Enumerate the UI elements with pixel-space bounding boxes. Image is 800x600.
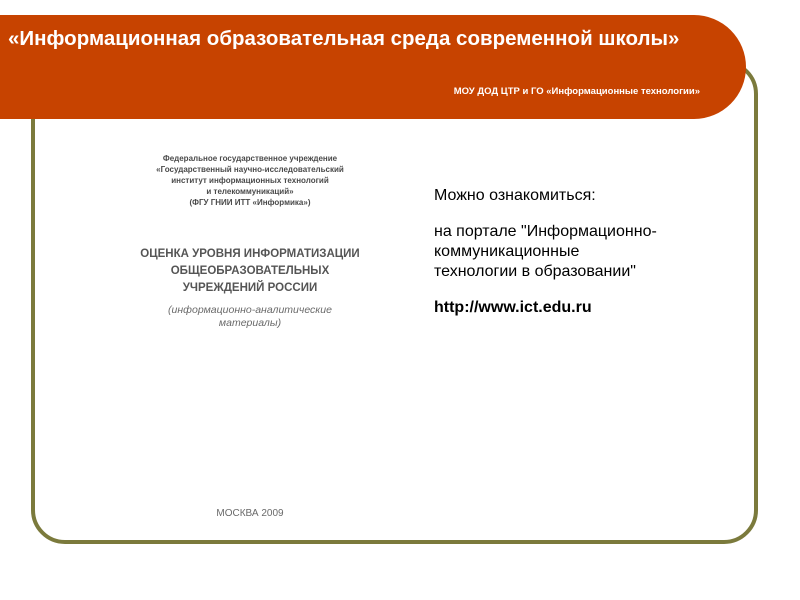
portal-link[interactable]: http://www.ict.edu.ru xyxy=(434,299,592,316)
info-body xyxy=(434,222,734,282)
cover-issuer-line: институт информационных технологий xyxy=(171,176,329,185)
info-body-line: коммуникационные xyxy=(434,243,580,260)
cover-issuer xyxy=(80,153,420,208)
info-body-line: технологии в образовании" xyxy=(434,263,636,280)
cover-issuer-line: Федеральное государственное учреждение xyxy=(162,154,338,163)
info-block xyxy=(434,186,734,318)
cover-subtitle-line: материалы) xyxy=(218,317,282,329)
cover-subtitle-line: (информационно-аналитические xyxy=(168,304,332,316)
cover-issuer-line: и телекоммуникаций» xyxy=(206,187,294,196)
cover-title xyxy=(80,246,420,297)
cover-city-year: МОСКВА 2009 xyxy=(216,508,284,519)
cover-title-line: ОЦЕНКА УРОВНЯ ИНФОРМАТИЗАЦИИ xyxy=(140,248,360,260)
cover-title-line: УЧРЕЖДЕНИЙ РОССИИ xyxy=(182,282,318,294)
cover-title-line: ОБЩЕОБРАЗОВАТЕЛЬНЫХ xyxy=(170,265,330,277)
document-cover xyxy=(80,120,420,532)
cover-issuer-line: «Государственный научно-исследовательский xyxy=(156,165,344,174)
info-body-line: на портале "Информационно- xyxy=(434,223,657,240)
cover-issuer-line: (ФГУ ГНИИ ИТТ «Информика») xyxy=(189,198,311,207)
organization-line: МОУ ДОД ЦТР и ГО «Информационные технологии» xyxy=(453,86,700,97)
info-heading: Можно ознакомиться: xyxy=(434,187,596,204)
cover-subtitle xyxy=(80,304,420,330)
slide-title: «Информационная образовательная среда современной школы» xyxy=(8,27,680,50)
